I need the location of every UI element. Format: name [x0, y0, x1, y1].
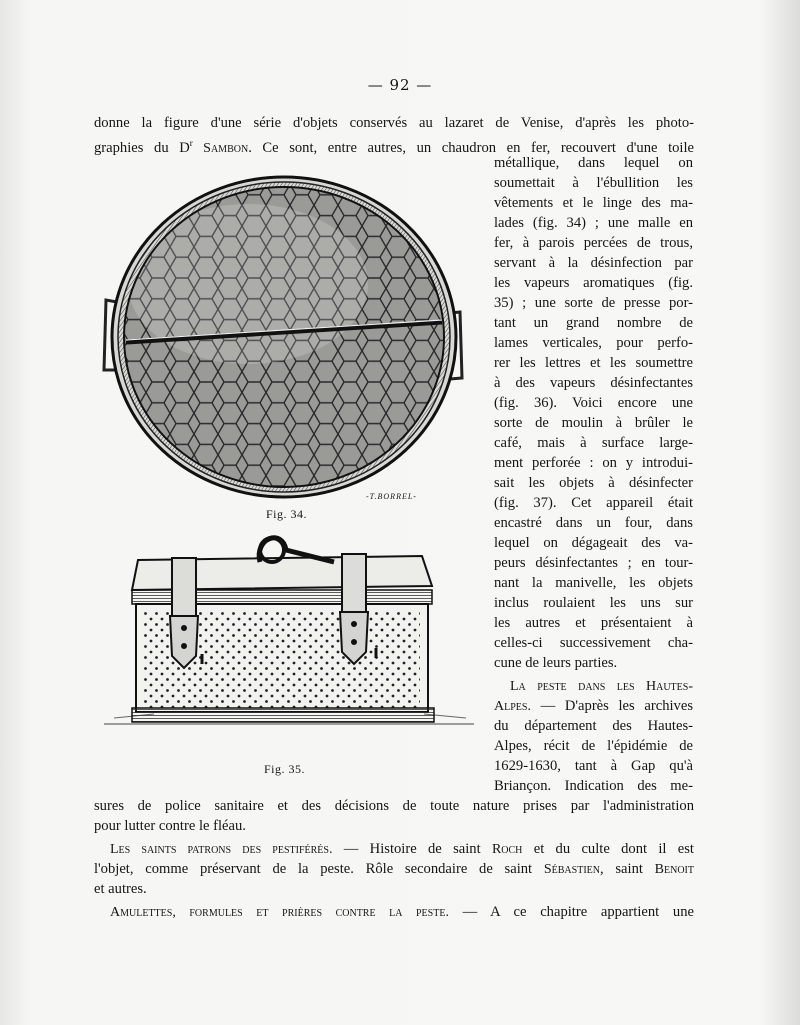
heading-text: Alpes.: [494, 699, 531, 714]
text-fragment: . Ce sont, entre autres, un chaudron en fer, recouvert d'une toile: [248, 139, 695, 156]
column-line: Briançon. Indication des me-: [494, 778, 693, 794]
column-line: du département des Hautes-: [494, 718, 693, 734]
author-name-sambon: Sambon: [192, 140, 249, 156]
body-line-1: donne la figure d'une série d'objets conservés au lazaret de Venise, d'après les photo-: [94, 115, 694, 131]
column-line: tant un grand nombre de: [494, 315, 693, 331]
text-fragment: — D'après les archives: [530, 698, 693, 714]
section-heading-hautes-alpes: [510, 677, 693, 696]
column-line: (fig. 37). Cet appareil était: [494, 495, 693, 511]
column-line: lequel on dégageait des va-: [494, 535, 693, 551]
section-amulettes-line-1: [110, 903, 694, 922]
column-line: ment perforée : on y introdui-: [494, 455, 693, 471]
column-line: les vapeurs aromatiques (fig.: [494, 275, 693, 291]
column-line: [494, 697, 693, 716]
column-line: lades (fig. 34) ; une malle en: [494, 215, 693, 231]
section-saints-line-3: et autres.: [94, 881, 147, 897]
figure-34-cauldron: [98, 174, 470, 504]
figure-34-caption: Fig. 34.: [266, 507, 308, 521]
text-fragment: — Histoire de saint: [332, 841, 492, 857]
body-line: pour lutter contre le fléau.: [94, 818, 246, 834]
text-fragment: l'objet, comme préservant de la peste. Rôle secondaire de saint: [94, 861, 544, 877]
column-line: 35) ; une sorte de presse por-: [494, 295, 693, 311]
column-line: les autres et présentaient à: [494, 615, 693, 631]
text-fragment: — A ce chapitre appartient une: [448, 904, 694, 920]
column-line: celles-ci successivement cha-: [494, 635, 693, 651]
column-line: servant à la désinfection par: [494, 255, 693, 271]
column-line: inclus roulaient les uns sur: [494, 595, 693, 611]
trunk-illustration: [104, 528, 474, 750]
column-line: rer les lettres et les soumettre: [494, 355, 693, 371]
text-fragment: , saint: [599, 861, 655, 877]
body-line: sures de police sanitaire et des décisions de toute nature prises par l'administration: [94, 798, 694, 814]
column-line: nant la manivelle, les objets: [494, 575, 693, 591]
column-line: Alpes, récit de l'épidémie de: [494, 738, 693, 754]
column-line: sait les objets à désinfecter: [494, 475, 693, 491]
column-line: (fig. 36). Voici encore une: [494, 395, 693, 411]
text-fragment: et du culte dont il est: [522, 841, 694, 857]
superscript-r: r: [189, 138, 193, 148]
cauldron-illustration: [98, 174, 470, 504]
heading-text: Les saints patrons des pestiférés.: [110, 842, 333, 857]
engraver-signature: -T.BORREL-: [366, 492, 417, 501]
figure-35-trunk: [104, 528, 474, 750]
column-line: soumettait à l'ébullition les: [494, 175, 693, 191]
name-roch: Roch: [491, 842, 523, 857]
column-line: peurs désinfectantes ; en tour-: [494, 555, 693, 571]
column-line: métallique, dans lequel on: [494, 155, 693, 171]
text-fragment: graphies du D: [94, 139, 190, 156]
column-line: vêtements et le linge des ma-: [494, 195, 693, 211]
column-line: fer, à parois percées de trous,: [494, 235, 693, 251]
column-line: lames verticales, pour perfo-: [494, 335, 693, 351]
heading-text: La peste dans les Hautes-: [510, 679, 693, 694]
column-line: cune de leurs parties.: [494, 655, 618, 671]
name-sebastien: Sébastien: [543, 862, 600, 877]
section-saints-line-2: [94, 860, 694, 879]
name-benoit: Benoit: [654, 862, 694, 877]
column-line: 1629-1630, tant à Gap qu'à: [494, 758, 693, 774]
column-line: café, mais à surface large-: [494, 435, 693, 451]
page-number: — 92 —: [367, 76, 433, 94]
heading-text: Amulettes, formules et prières contre la peste.: [110, 905, 449, 920]
column-line: sorte de moulin à brûler le: [494, 415, 693, 431]
column-line: à des vapeurs désinfectantes: [494, 375, 693, 391]
column-line: encastré dans un four, dans: [494, 515, 693, 531]
figure-35-caption: Fig. 35.: [264, 762, 306, 776]
section-saints-line-1: [110, 840, 694, 859]
